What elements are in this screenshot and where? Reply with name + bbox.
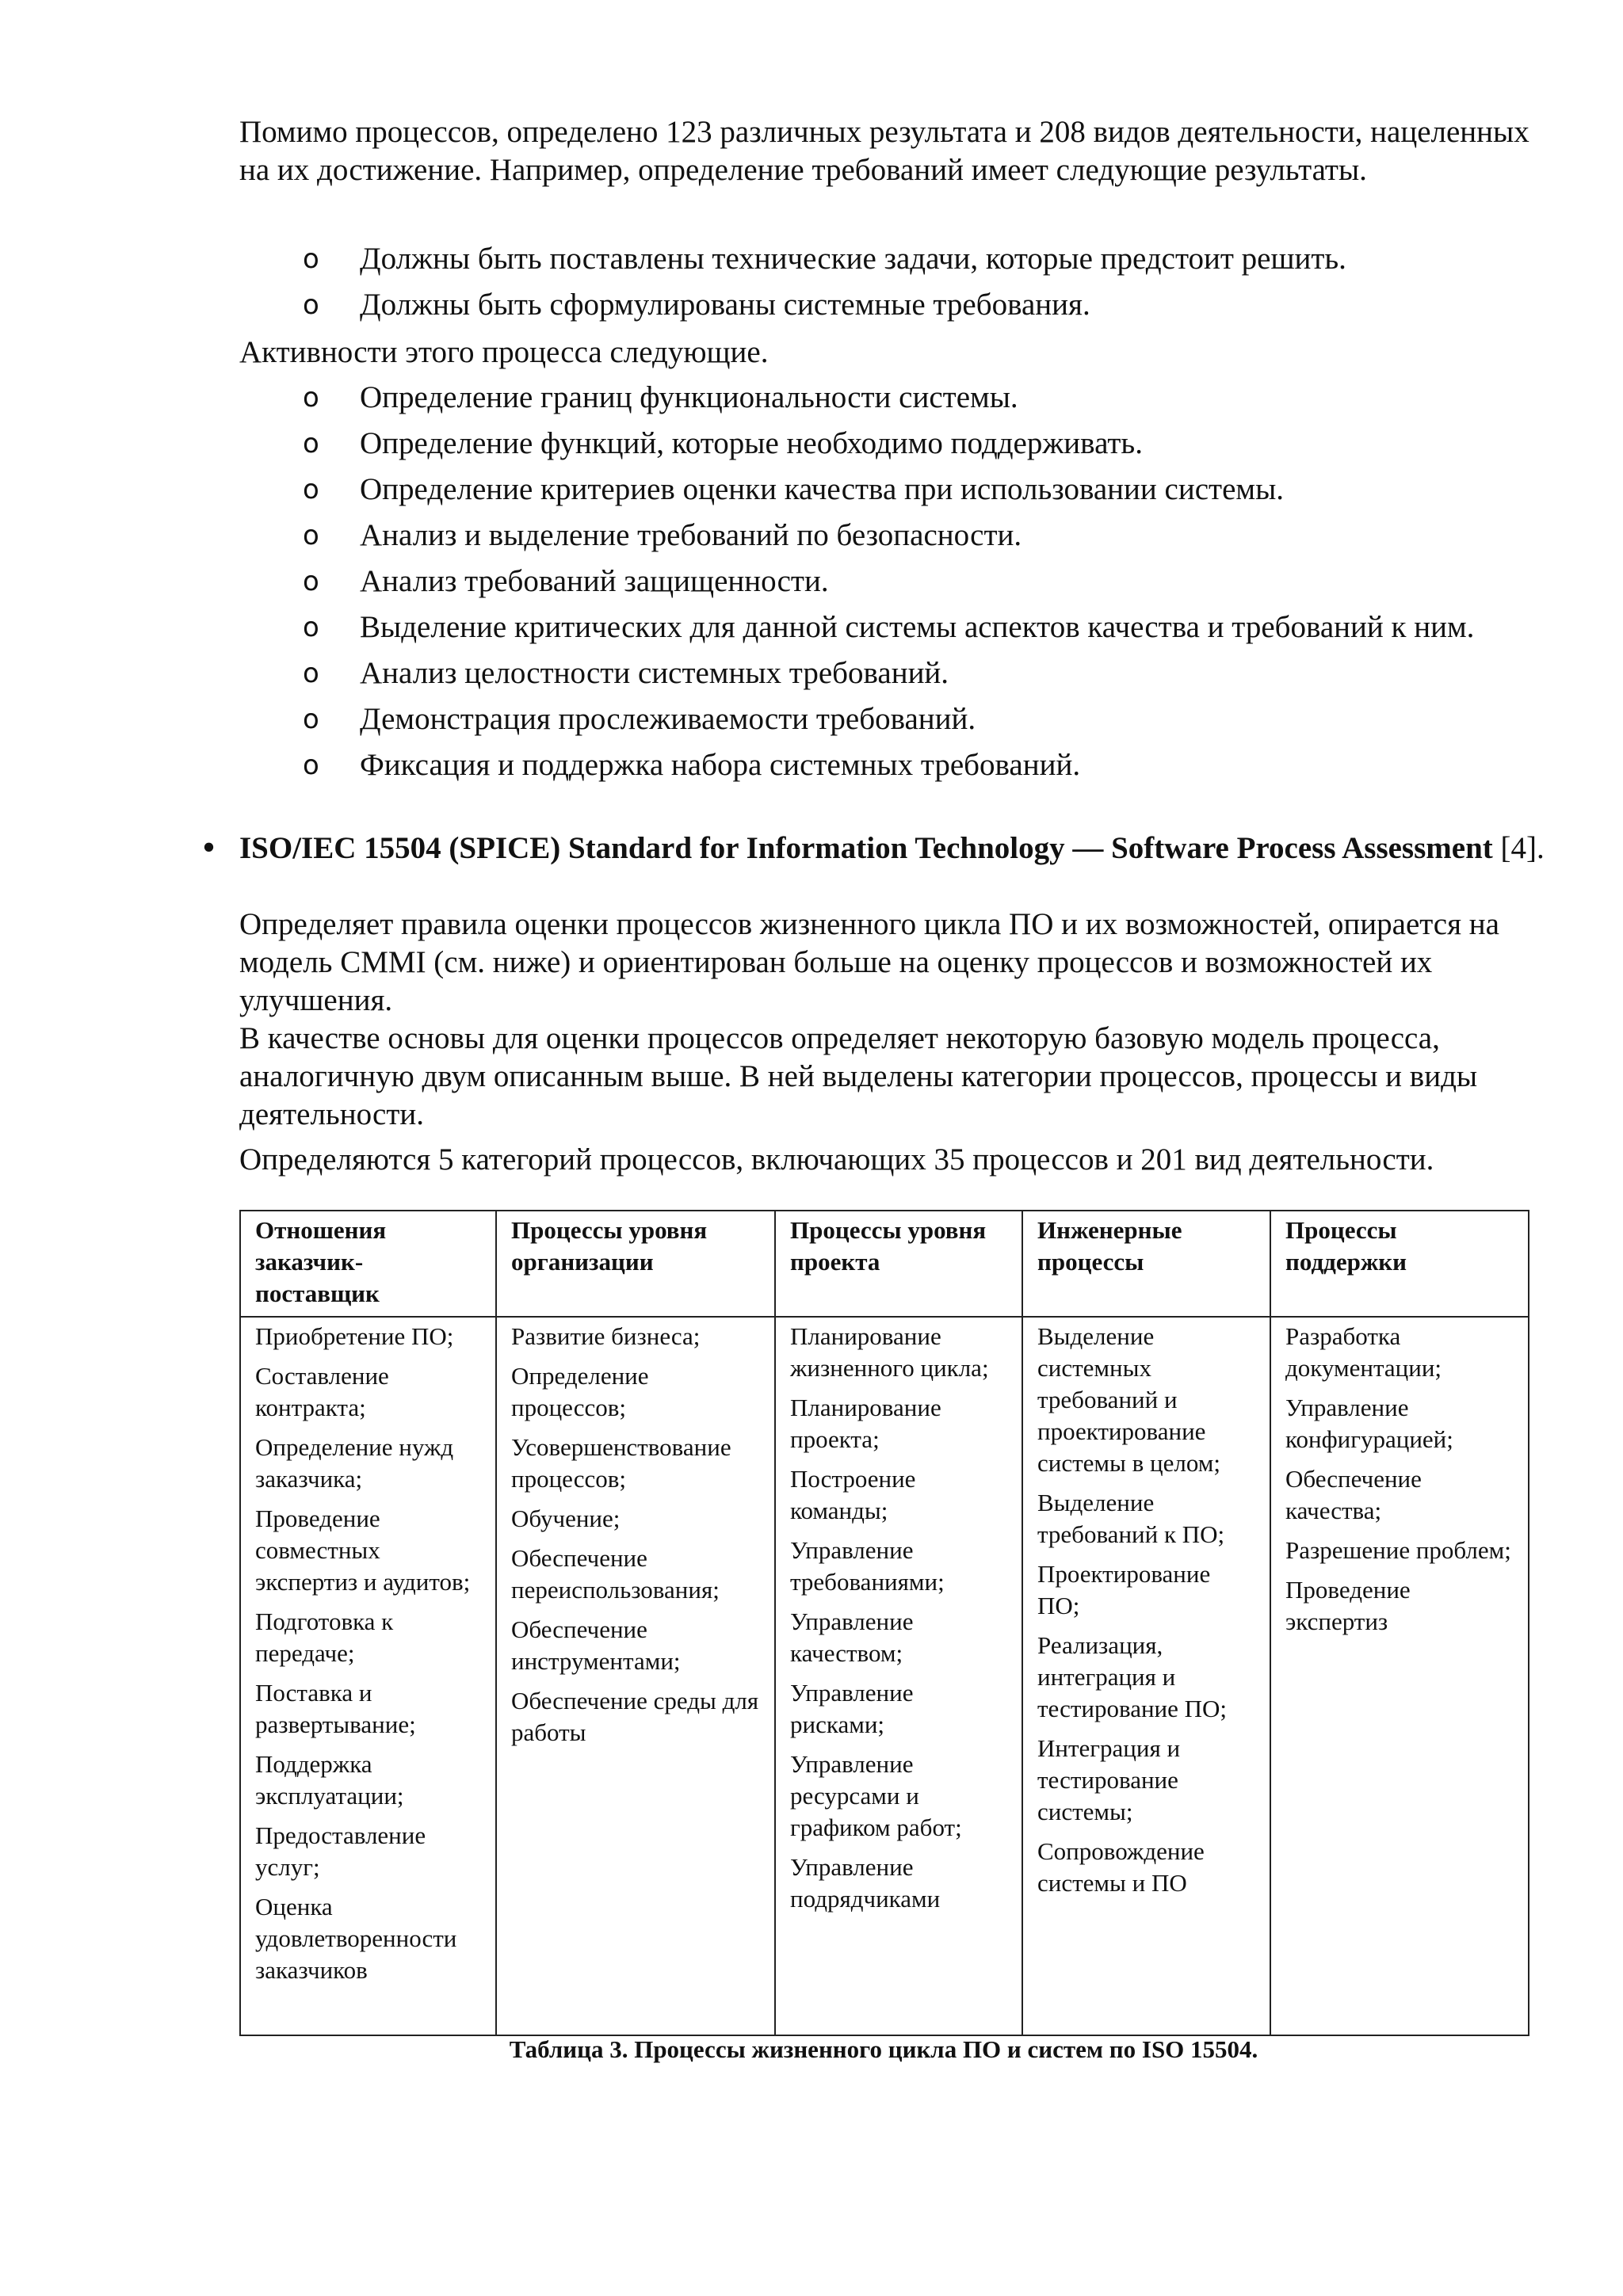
standard-paragraph-3: Определяются 5 категорий процессов, включающих 35 процессов и 201 вид деятельности. xyxy=(239,1142,1434,1177)
list-item: Разработка документации; xyxy=(1285,1322,1442,1382)
standard-heading xyxy=(239,830,1547,867)
table-cell-project xyxy=(775,1317,1022,2035)
activities-intro: Активности этого процесса следующие. xyxy=(239,335,769,369)
list-item: Проведение совместных экспертиз и аудитов; xyxy=(255,1505,471,1596)
list-item: Определение нужд заказчика; xyxy=(255,1433,454,1493)
table-cell-support xyxy=(1270,1317,1529,2035)
column-header: Отношения заказчик-поставщик xyxy=(240,1211,496,1317)
standard-paragraph-2: В качестве основы для оценки процессов определяет некоторую базовую модель процесса, аналогичную двум описанным выше. В ней выделены категории процессов, процессы и виды деятельности. xyxy=(239,1021,1478,1131)
circle-bullet-icon: o xyxy=(303,382,319,414)
list-item: Выделение требований к ПО; xyxy=(1037,1489,1225,1548)
list-item: o Фиксация и поддержка набора системных требований. xyxy=(303,746,1539,784)
list-item: o Должны быть сформулированы системные требования. xyxy=(303,286,1539,324)
list-item: o Анализ целостности системных требований. xyxy=(303,654,1539,692)
list-item: Управление рисками; xyxy=(790,1679,914,1738)
results-list xyxy=(303,240,1539,324)
list-item: Обеспечение качества; xyxy=(1285,1465,1422,1524)
column-header: Процессы уровня организации xyxy=(496,1211,775,1317)
list-item: o Выделение критических для данной системы аспектов качества и требований к ним. xyxy=(303,608,1539,646)
activities-list xyxy=(303,379,1539,784)
list-item: Проведение экспертиз xyxy=(1285,1576,1411,1635)
list-item: Реализация, интеграция и тестирование ПО; xyxy=(1037,1631,1228,1722)
table-cell-engineering xyxy=(1022,1317,1270,2035)
circle-bullet-icon: o xyxy=(303,658,319,689)
list-item: Поддержка эксплуатации; xyxy=(255,1750,404,1810)
list-item: o Определение границ функциональности системы. xyxy=(303,379,1539,417)
list-item: Приобретение ПО; xyxy=(255,1322,454,1350)
list-item: Управление требованиями; xyxy=(790,1536,945,1596)
table-cell-organization xyxy=(496,1317,775,2035)
circle-bullet-icon: o xyxy=(303,704,319,735)
circle-bullet-icon: o xyxy=(303,749,319,781)
list-item: o Должны быть поставлены технические задачи, которые предстоит решить. xyxy=(303,240,1539,278)
list-item: Интеграция и тестирование системы; xyxy=(1037,1734,1181,1825)
standard-paragraph-1: Определяет правила оценки процессов жизненного цикла ПО и их возможностей, опирается на модель CMMI (см. ниже) и ориентирован больше на оценку процессов и возможностей их улучшения. xyxy=(239,907,1499,1017)
list-item: Поставка и развертывание; xyxy=(255,1679,416,1738)
table-row xyxy=(240,1317,1529,2035)
table-header-row xyxy=(240,1211,1529,1317)
list-item: o Определение критериев оценки качества при использовании системы. xyxy=(303,471,1539,509)
list-item: Обеспечение переиспользования; xyxy=(511,1544,720,1604)
list-item: Разрешение проблем; xyxy=(1285,1536,1511,1564)
column-header: Инженерные процессы xyxy=(1022,1211,1270,1317)
list-item: Построение команды; xyxy=(790,1465,916,1524)
list-item: Составление контракта; xyxy=(255,1362,389,1421)
standard-ref: [4]. xyxy=(1492,831,1545,865)
list-item: o Определение функций, которые необходимо поддерживать. xyxy=(303,425,1539,463)
list-item: Планирование проекта; xyxy=(790,1394,941,1453)
standard-title: ISO/IEC 15504 (SPICE) Standard for Information Technology — Software Process Assessment xyxy=(239,831,1493,865)
list-item: Обеспечение инструментами; xyxy=(511,1615,681,1675)
list-item: Управление конфигурацией; xyxy=(1285,1394,1453,1453)
list-item: Управление ресурсами и графиком работ; xyxy=(790,1750,962,1841)
list-item: Сопровождение системы и ПО xyxy=(1037,1837,1205,1897)
list-item: o Анализ и выделение требований по безопасности. xyxy=(303,517,1539,555)
intro-paragraph: Помимо процессов, определено 123 различных результата и 208 видов деятельности, нацеленных на их достижение. Например, определение требований имеет следующие результаты. xyxy=(239,115,1529,187)
table-caption: Таблица 3. Процессы жизненного цикла ПО и систем по ISO 15504. xyxy=(509,2035,1258,2063)
list-item: Оценка удовлетворенности заказчиков xyxy=(255,1893,457,1984)
table-cell-customer-supplier xyxy=(240,1317,496,2035)
list-item: Определение процессов; xyxy=(511,1362,649,1421)
processes-table xyxy=(239,1210,1529,2036)
list-item: Усовершенствование процессов; xyxy=(511,1433,731,1493)
list-item: Управление подрядчиками xyxy=(790,1853,941,1913)
list-item: Подготовка к передаче; xyxy=(255,1608,394,1667)
list-item: Проектирование ПО; xyxy=(1037,1560,1211,1619)
list-item: Обучение; xyxy=(511,1505,621,1532)
circle-bullet-icon: o xyxy=(303,520,319,551)
column-header: Процессы поддержки xyxy=(1270,1211,1529,1317)
list-item: Предоставление услуг; xyxy=(255,1821,426,1881)
list-item: o Демонстрация прослеживаемости требований. xyxy=(303,700,1539,738)
list-item: Планирование жизненного цикла; xyxy=(790,1322,989,1382)
circle-bullet-icon: o xyxy=(303,474,319,505)
circle-bullet-icon: o xyxy=(303,289,319,321)
list-item: Выделение системных требований и проектирование системы в целом; xyxy=(1037,1322,1220,1477)
circle-bullet-icon: o xyxy=(303,243,319,275)
bullet-dot-icon: • xyxy=(200,831,219,867)
column-header: Процессы уровня проекта xyxy=(775,1211,1022,1317)
list-item: Развитие бизнеса; xyxy=(511,1322,701,1350)
list-item: o Анализ требований защищенности. xyxy=(303,563,1539,601)
circle-bullet-icon: o xyxy=(303,428,319,460)
circle-bullet-icon: o xyxy=(303,612,319,643)
circle-bullet-icon: o xyxy=(303,566,319,597)
list-item: Обеспечение среды для работы xyxy=(511,1687,759,1746)
list-item: Управление качеством; xyxy=(790,1608,914,1667)
